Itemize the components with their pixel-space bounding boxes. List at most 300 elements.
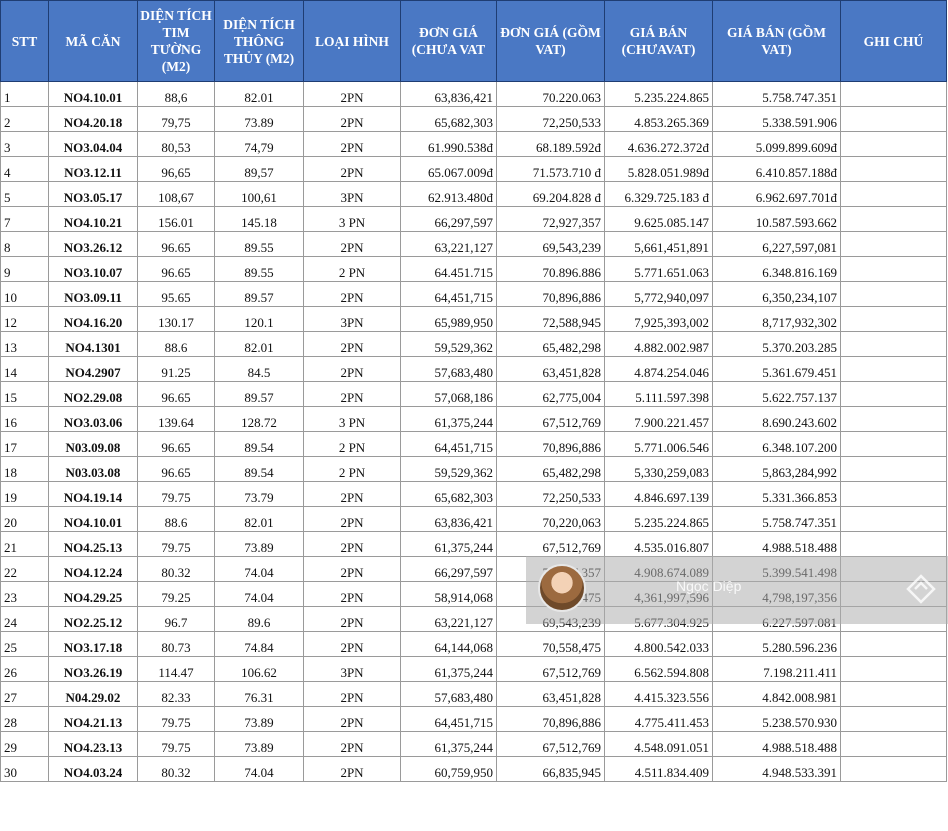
unit-type-cell: 2PN [304,382,401,407]
price-excl-cell: 7,925,393,002 [605,307,713,332]
gross-area-cell: 79.75 [138,482,215,507]
note-cell [841,182,947,207]
unit-price-incl-cell: 72,927,357 [497,207,605,232]
unit-price-incl-cell: 67,512,769 [497,407,605,432]
unit-code-cell: NO3.05.17 [49,182,138,207]
gross-area-cell: 80,53 [138,132,215,157]
header-unit-type: LOẠI HÌNH [304,1,401,82]
note-cell [841,632,947,657]
price-incl-cell: 5.758.747.351 [713,507,841,532]
header-net-area: DIỆN TÍCH THÔNG THỦY (M2) [215,1,304,82]
unit-price-excl-cell: 64,144,068 [401,632,497,657]
table-row [1,182,947,207]
note-cell [841,207,947,232]
table-row [1,357,947,382]
table-row [1,382,947,407]
unit-code-cell: NO3.10.07 [49,257,138,282]
unit-type-cell: 2 PN [304,432,401,457]
gross-area-cell: 79,75 [138,107,215,132]
note-cell [841,82,947,107]
net-area-cell: 84.5 [215,357,304,382]
price-excl-cell: 5.771.006.546 [605,432,713,457]
price-incl-cell: 6.410.857.188đ [713,157,841,182]
note-cell [841,307,947,332]
unit-type-cell: 2PN [304,757,401,782]
unit-price-excl-cell: 65.067.009đ [401,157,497,182]
unit-code-cell: NO4.20.18 [49,107,138,132]
stt-cell: 4 [1,157,49,182]
note-cell [841,257,947,282]
note-cell [841,157,947,182]
price-incl-cell: 5,863,284,992 [713,457,841,482]
unit-type-cell: 2PN [304,607,401,632]
price-incl-cell: 4.988.518.488 [713,732,841,757]
header-unit-price-incl-vat: ĐƠN GIÁ (GỒM VAT) [497,1,605,82]
net-area-cell: 73.89 [215,532,304,557]
stt-cell: 18 [1,457,49,482]
unit-price-excl-cell: 65,989,950 [401,307,497,332]
header-gross-area: DIỆN TÍCH TIM TƯỜNG (M2) [138,1,215,82]
unit-type-cell: 2PN [304,582,401,607]
price-excl-cell: 4.800.542.033 [605,632,713,657]
net-area-cell: 73.79 [215,482,304,507]
price-incl-cell: 5.622.757.137 [713,382,841,407]
unit-price-excl-cell: 63,221,127 [401,607,497,632]
unit-price-excl-cell: 57,683,480 [401,357,497,382]
price-incl-cell: 6.962.697.701đ [713,182,841,207]
unit-code-cell: NO4.1301 [49,332,138,357]
unit-type-cell: 2PN [304,707,401,732]
unit-price-incl-cell: 67,512,769 [497,732,605,757]
header-stt: STT [1,1,49,82]
net-area-cell: 73.89 [215,732,304,757]
unit-price-excl-cell: 58,914,068 [401,582,497,607]
price-incl-cell: 6.348.816.169 [713,257,841,282]
unit-price-excl-cell: 64,451,715 [401,282,497,307]
unit-price-excl-cell: 63,221,127 [401,232,497,257]
price-incl-cell: 7.198.211.411 [713,657,841,682]
stt-cell: 22 [1,557,49,582]
unit-type-cell: 2PN [304,282,401,307]
unit-price-incl-cell: 72,250,533 [497,107,605,132]
gross-area-cell: 82.33 [138,682,215,707]
stt-cell: 24 [1,607,49,632]
net-area-cell: 74.84 [215,632,304,657]
unit-price-excl-cell: 66,297,597 [401,207,497,232]
unit-price-incl-cell: 65,482,298 [497,457,605,482]
price-excl-cell: 5,772,940,097 [605,282,713,307]
gross-area-cell: 88,6 [138,82,215,107]
table-row [1,682,947,707]
price-incl-cell: 6,227,597,081 [713,232,841,257]
note-cell [841,407,947,432]
net-area-cell: 100,61 [215,182,304,207]
unit-type-cell: 2PN [304,82,401,107]
note-cell [841,732,947,757]
unit-code-cell: NO3.09.11 [49,282,138,307]
unit-price-incl-cell: 72,250,533 [497,482,605,507]
unit-price-incl-cell: 70,896,886 [497,282,605,307]
stt-cell: 28 [1,707,49,732]
gross-area-cell: 96.65 [138,457,215,482]
unit-price-excl-cell: 64.451.715 [401,257,497,282]
unit-type-cell: 2PN [304,532,401,557]
price-excl-cell: 5,661,451,891 [605,232,713,257]
unit-code-cell: NO4.19.14 [49,482,138,507]
unit-code-cell: NO3.03.06 [49,407,138,432]
unit-price-excl-cell: 61.990.538đ [401,132,497,157]
unit-code-cell: N03.03.08 [49,457,138,482]
header-unit-code: MÃ CĂN [49,1,138,82]
header-price-incl-vat: GIÁ BÁN (GỒM VAT) [713,1,841,82]
note-cell [841,482,947,507]
unit-code-cell: NO4.12.24 [49,557,138,582]
gross-area-cell: 79.75 [138,707,215,732]
table-row [1,457,947,482]
gross-area-cell: 79.25 [138,582,215,607]
stt-cell: 2 [1,107,49,132]
gross-area-cell: 96.65 [138,232,215,257]
price-excl-cell: 4.775.411.453 [605,707,713,732]
unit-type-cell: 2PN [304,557,401,582]
table-row [1,432,947,457]
price-incl-cell: 5.280.596.236 [713,632,841,657]
stt-cell: 29 [1,732,49,757]
stt-cell: 9 [1,257,49,282]
unit-price-incl-cell: 67,512,769 [497,532,605,557]
unit-price-excl-cell: 65,682,303 [401,107,497,132]
unit-price-excl-cell: 66,297,597 [401,557,497,582]
stt-cell: 7 [1,207,49,232]
price-incl-cell: 6.348.107.200 [713,432,841,457]
table-body [1,82,947,782]
unit-type-cell: 2PN [304,507,401,532]
unit-price-excl-cell: 63,836,421 [401,82,497,107]
price-incl-cell: 4.842.008.981 [713,682,841,707]
stt-cell: 17 [1,432,49,457]
stt-cell: 1 [1,82,49,107]
note-cell [841,432,947,457]
unit-price-incl-cell: 67,512,769 [497,657,605,682]
net-area-cell: 74.04 [215,582,304,607]
stt-cell: 26 [1,657,49,682]
unit-type-cell: 2PN [304,332,401,357]
net-area-cell: 74.04 [215,757,304,782]
price-incl-cell: 5.331.366.853 [713,482,841,507]
unit-price-excl-cell: 59,529,362 [401,332,497,357]
unit-price-excl-cell: 61,375,244 [401,532,497,557]
net-area-cell: 82.01 [215,82,304,107]
stt-cell: 5 [1,182,49,207]
stt-cell: 15 [1,382,49,407]
unit-price-excl-cell: 59,529,362 [401,457,497,482]
note-cell [841,507,947,532]
note-cell [841,382,947,407]
price-excl-cell: 5.828.051.989đ [605,157,713,182]
note-cell [841,282,947,307]
unit-type-cell: 2PN [304,632,401,657]
table-row [1,657,947,682]
unit-type-cell: 2PN [304,157,401,182]
price-excl-cell: 4.882.002.987 [605,332,713,357]
net-area-cell: 82.01 [215,332,304,357]
price-incl-cell: 8,717,932,302 [713,307,841,332]
header-unit-price-excl-vat: ĐƠN GIÁ (CHƯA VAT [401,1,497,82]
table-row [1,257,947,282]
net-area-cell: 128.72 [215,407,304,432]
table-row [1,407,947,432]
unit-code-cell: NO3.17.18 [49,632,138,657]
gross-area-cell: 96,65 [138,157,215,182]
unit-price-excl-cell: 57,068,186 [401,382,497,407]
net-area-cell: 82.01 [215,507,304,532]
gross-area-cell: 130.17 [138,307,215,332]
gross-area-cell: 108,67 [138,182,215,207]
gross-area-cell: 96.65 [138,432,215,457]
stt-cell: 14 [1,357,49,382]
net-area-cell: 74.04 [215,557,304,582]
unit-price-incl-cell: 63,451,828 [497,357,605,382]
net-area-cell: 74,79 [215,132,304,157]
gross-area-cell: 96.65 [138,382,215,407]
stt-cell: 3 [1,132,49,157]
net-area-cell: 89.57 [215,282,304,307]
note-cell [841,457,947,482]
price-excl-cell: 5.111.597.398 [605,382,713,407]
table-row [1,107,947,132]
unit-type-cell: 2 PN [304,257,401,282]
stt-cell: 21 [1,532,49,557]
gross-area-cell: 91.25 [138,357,215,382]
price-incl-cell: 5.361.679.451 [713,357,841,382]
stt-cell: 10 [1,282,49,307]
stt-cell: 25 [1,632,49,657]
unit-type-cell: 2PN [304,357,401,382]
price-excl-cell: 5.235.224.865 [605,82,713,107]
unit-price-incl-cell: 70,896,886 [497,707,605,732]
price-excl-cell: 7.900.221.457 [605,407,713,432]
gross-area-cell: 114.47 [138,657,215,682]
unit-code-cell: N04.29.02 [49,682,138,707]
table-row [1,207,947,232]
table-row [1,732,947,757]
note-cell [841,107,947,132]
table-row [1,532,947,557]
unit-code-cell: NO4.10.01 [49,82,138,107]
table-row [1,507,947,532]
net-area-cell: 73.89 [215,107,304,132]
unit-price-incl-cell: 68.189.592đ [497,132,605,157]
unit-price-excl-cell: 64,451,715 [401,707,497,732]
price-excl-cell: 4.535.016.807 [605,532,713,557]
price-incl-cell: 5.238.570.930 [713,707,841,732]
unit-code-cell: NO4.23.13 [49,732,138,757]
price-excl-cell: 4.548.091.051 [605,732,713,757]
unit-price-incl-cell: 62,775,004 [497,382,605,407]
note-cell [841,682,947,707]
unit-type-cell: 3 PN [304,207,401,232]
price-excl-cell: 6.329.725.183 đ [605,182,713,207]
stt-cell: 23 [1,582,49,607]
unit-type-cell: 3PN [304,182,401,207]
unit-price-incl-cell: 70,896,886 [497,432,605,457]
net-area-cell: 89.6 [215,607,304,632]
unit-code-cell: NO2.29.08 [49,382,138,407]
net-area-cell: 89.57 [215,382,304,407]
unit-price-excl-cell: 61,375,244 [401,657,497,682]
net-area-cell: 89.54 [215,432,304,457]
note-cell [841,657,947,682]
unit-price-incl-cell: 65,482,298 [497,332,605,357]
unit-type-cell: 2PN [304,107,401,132]
unit-price-excl-cell: 61,375,244 [401,407,497,432]
unit-price-excl-cell: 57,683,480 [401,682,497,707]
stt-cell: 30 [1,757,49,782]
unit-type-cell: 2PN [304,232,401,257]
unit-price-incl-cell: 71.573.710 đ [497,157,605,182]
table-row [1,332,947,357]
table-row [1,157,947,182]
unit-type-cell: 2PN [304,732,401,757]
unit-code-cell: NO4.21.13 [49,707,138,732]
net-area-cell: 145.18 [215,207,304,232]
net-area-cell: 89.55 [215,257,304,282]
note-cell [841,757,947,782]
price-incl-cell: 4.948.533.391 [713,757,841,782]
unit-price-incl-cell: 70.896.886 [497,257,605,282]
unit-price-incl-cell: 70,220,063 [497,507,605,532]
table-row [1,707,947,732]
stt-cell: 19 [1,482,49,507]
table-row [1,282,947,307]
price-incl-cell: 6,350,234,107 [713,282,841,307]
price-incl-cell: 10.587.593.662 [713,207,841,232]
price-excl-cell: 5.235.224.865 [605,507,713,532]
unit-code-cell: NO4.16.20 [49,307,138,332]
unit-price-incl-cell: 72,588,945 [497,307,605,332]
table-row [1,232,947,257]
gross-area-cell: 80.32 [138,557,215,582]
table-row [1,307,947,332]
unit-type-cell: 3PN [304,657,401,682]
unit-code-cell: N03.09.08 [49,432,138,457]
unit-code-cell: NO4.10.21 [49,207,138,232]
price-excl-cell: 4.415.323.556 [605,682,713,707]
header-row [1,1,947,82]
gross-area-cell: 88.6 [138,507,215,532]
price-incl-cell: 5.338.591.906 [713,107,841,132]
unit-price-excl-cell: 60,759,950 [401,757,497,782]
price-incl-cell: 5.758.747.351 [713,82,841,107]
unit-price-excl-cell: 64,451,715 [401,432,497,457]
logo-icon [904,572,938,606]
net-area-cell: 73.89 [215,707,304,732]
unit-code-cell: NO4.2907 [49,357,138,382]
unit-code-cell: NO3.26.19 [49,657,138,682]
unit-type-cell: 2 PN [304,457,401,482]
table-row [1,632,947,657]
unit-code-cell: NO4.03.24 [49,757,138,782]
gross-area-cell: 79.75 [138,532,215,557]
gross-area-cell: 96.7 [138,607,215,632]
unit-code-cell: NO4.10.01 [49,507,138,532]
unit-price-excl-cell: 65,682,303 [401,482,497,507]
gross-area-cell: 156.01 [138,207,215,232]
unit-type-cell: 2PN [304,482,401,507]
stt-cell: 16 [1,407,49,432]
gross-area-cell: 96.65 [138,257,215,282]
price-excl-cell: 6.562.594.808 [605,657,713,682]
watermark-overlay [526,556,948,624]
net-area-cell: 89,57 [215,157,304,182]
header-note: GHI CHÚ [841,1,947,82]
net-area-cell: 89.54 [215,457,304,482]
price-excl-cell: 5,330,259,083 [605,457,713,482]
net-area-cell: 106.62 [215,657,304,682]
unit-type-cell: 2PN [304,132,401,157]
net-area-cell: 120.1 [215,307,304,332]
unit-code-cell: NO4.25.13 [49,532,138,557]
watermark-name: Ngọc Diệp [676,578,742,594]
stt-cell: 27 [1,682,49,707]
stt-cell: 12 [1,307,49,332]
unit-type-cell: 3 PN [304,407,401,432]
price-incl-cell: 8.690.243.602 [713,407,841,432]
header-price-excl-vat: GIÁ BÁN (CHƯAVAT) [605,1,713,82]
price-excl-cell: 4.874.254.046 [605,357,713,382]
unit-code-cell: NO3.12.11 [49,157,138,182]
net-area-cell: 89.55 [215,232,304,257]
unit-type-cell: 2PN [304,682,401,707]
price-excl-cell: 4.511.834.409 [605,757,713,782]
unit-code-cell: NO4.29.25 [49,582,138,607]
price-excl-cell: 5.771.651.063 [605,257,713,282]
table-row [1,132,947,157]
table-row [1,82,947,107]
price-excl-cell: 9.625.085.147 [605,207,713,232]
table-row [1,482,947,507]
gross-area-cell: 139.64 [138,407,215,432]
avatar [538,564,586,612]
unit-price-excl-cell: 63,836,421 [401,507,497,532]
price-excl-cell: 4.636.272.372đ [605,132,713,157]
unit-price-incl-cell: 70.220.063 [497,82,605,107]
gross-area-cell: 80.32 [138,757,215,782]
price-incl-cell: 5.370.203.285 [713,332,841,357]
unit-price-excl-cell: 62.913.480đ [401,182,497,207]
unit-price-incl-cell: 69.204.828 đ [497,182,605,207]
unit-code-cell: NO3.26.12 [49,232,138,257]
unit-type-cell: 3PN [304,307,401,332]
price-incl-cell: 5.099.899.609đ [713,132,841,157]
gross-area-cell: 95.65 [138,282,215,307]
unit-price-incl-cell: 69,543,239 [497,232,605,257]
note-cell [841,357,947,382]
note-cell [841,532,947,557]
net-area-cell: 76.31 [215,682,304,707]
stt-cell: 8 [1,232,49,257]
price-incl-cell: 4.988.518.488 [713,532,841,557]
stt-cell: 20 [1,507,49,532]
gross-area-cell: 88.6 [138,332,215,357]
note-cell [841,132,947,157]
unit-price-excl-cell: 61,375,244 [401,732,497,757]
stt-cell: 13 [1,332,49,357]
unit-code-cell: NO2.25.12 [49,607,138,632]
price-excl-cell: 4.846.697.139 [605,482,713,507]
unit-price-incl-cell: 66,835,945 [497,757,605,782]
gross-area-cell: 79.75 [138,732,215,757]
